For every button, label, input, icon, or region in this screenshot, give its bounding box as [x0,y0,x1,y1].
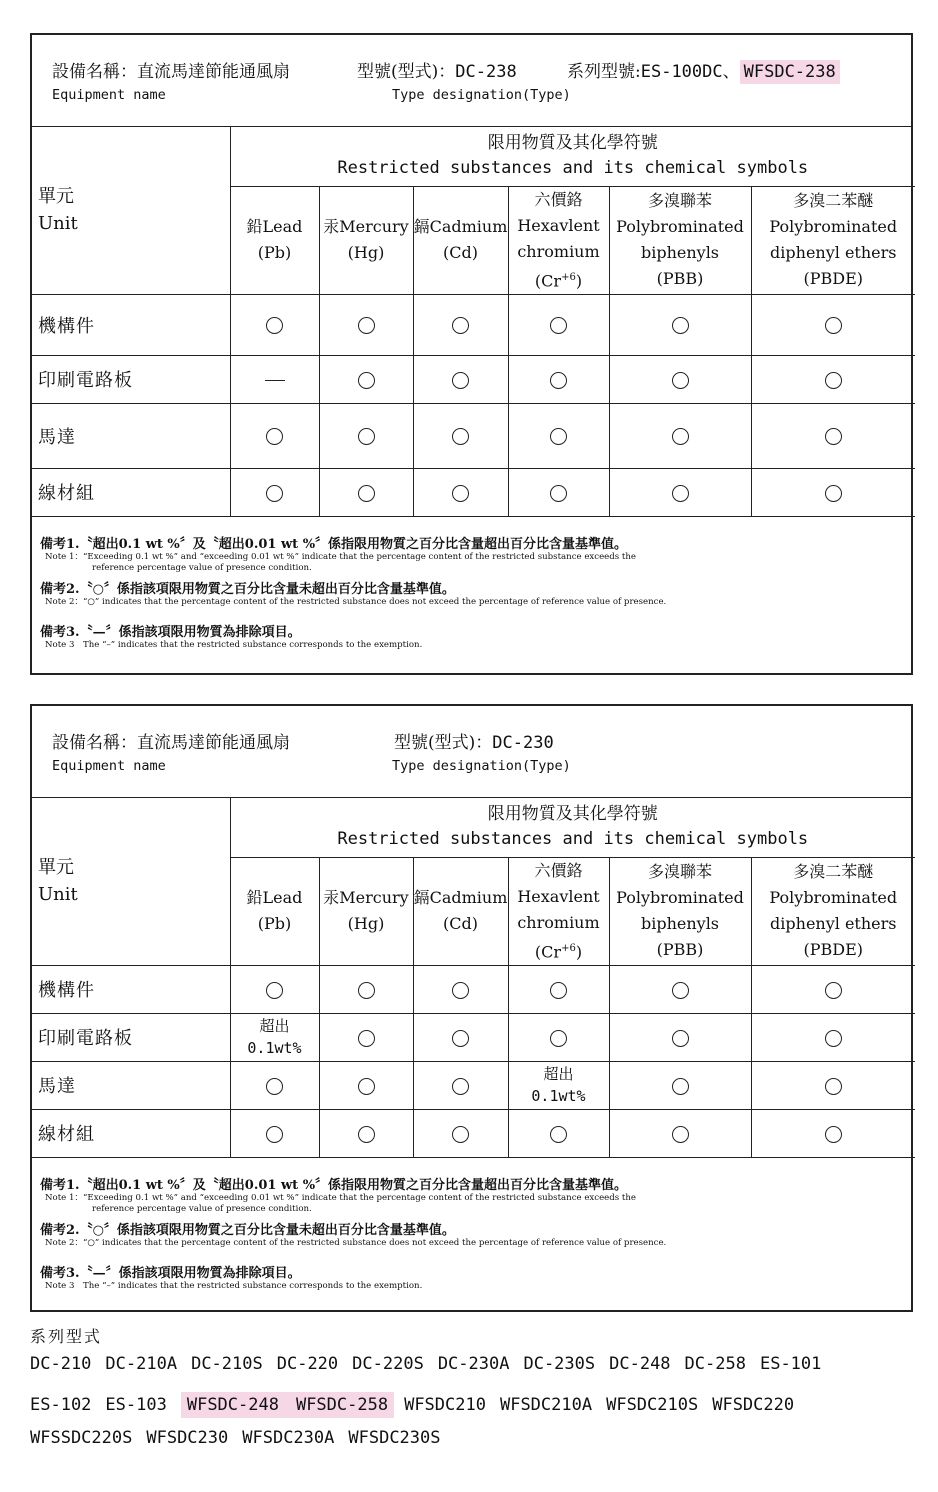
compliant-circle [413,1013,508,1061]
chromium-header: 六價鉻 Hexavlent chromium $(Cr^{+6})$ [508,186,609,294]
compliant-circle [413,1109,508,1157]
rohs-table-1 [30,33,913,675]
circle-icon [266,317,283,334]
note1-zh: 備考1.〝超出0.1 wt %〞及〝超出0.01 wt %〞係指限用物質之百分比含量超出百分比含量基準值。 [40,1177,628,1193]
restricted-substances-header: 限用物質及其化學符號 Restricted substances and its chemical symbols [230,127,915,186]
compliant-circle [230,294,319,355]
circle-icon [825,372,842,389]
pbb-header: 多溴聯苯 Polybrominated biphenyls (PBB) [609,186,751,294]
series-model: DC-210 [30,1354,92,1374]
mercury-header: 汞Mercury (Hg) [319,857,413,965]
series-row-2 [30,1390,808,1415]
compliant-circle [230,468,319,516]
circle-icon [672,1078,689,1095]
circle-icon [550,1126,567,1143]
equipment-name-value: 直流馬達節能通風扇 [137,62,290,82]
compliant-circle [609,468,751,516]
compliant-circle [751,294,915,355]
row-label: 機構件 [32,294,230,355]
notes-2 [32,1158,911,1292]
compliant-circle [413,294,508,355]
series-model: WFSDC210S [606,1395,699,1415]
circle-icon [550,982,567,999]
series-row-3 [30,1428,455,1448]
compliant-circle [609,1109,751,1157]
compliant-circle [230,965,319,1013]
compliant-circle [751,1013,915,1061]
series-model: DC-210S [191,1354,263,1374]
compliant-circle [508,355,609,403]
table1-header [32,35,911,127]
cadmium-header: 鎘Cadmium (Cd) [413,857,508,965]
compliant-circle [319,1109,413,1157]
series-value: ES-100DC、 [640,62,740,82]
circle-icon [825,317,842,334]
compliant-circle [508,965,609,1013]
compliant-circle [319,355,413,403]
note2-en: Note 2：“○” indicates that the percentage content of the restricted substance does not exceed the percentage of reference value of presence. [45,1237,667,1248]
series-highlight: WFSDC-238 [740,60,840,84]
circle-icon [672,317,689,334]
compliant-circle [751,965,915,1013]
circle-icon [672,372,689,389]
compliant-circle [609,355,751,403]
note1-en-b: reference percentage value of presence condition. [92,1203,312,1214]
circle-icon [266,428,283,445]
compliant-circle [319,468,413,516]
note2-zh: 備考2.〝○〞係指該項限用物質之百分比含量未超出百分比含量基準值。 [40,581,455,597]
compliant-circle [413,403,508,468]
circle-icon [358,1078,375,1095]
series-model: DC-220S [352,1354,424,1374]
series-model: ES-102 [30,1395,92,1415]
circle-icon [452,428,469,445]
pbb-header: 多溴聯苯 Polybrominated biphenyls (PBB) [609,857,751,965]
circle-icon [825,982,842,999]
model-en: Type designation(Type) [392,87,571,103]
row-label: 線材組 [32,468,230,516]
equipment-name-label: 設備名稱： [52,733,137,753]
equipment-name-en: Equipment name [52,87,166,103]
compliant-circle [413,468,508,516]
compliant-circle [508,403,609,468]
restricted-substances-header: 限用物質及其化學符號 Restricted substances and its chemical symbols [230,798,915,857]
circle-icon [825,1030,842,1047]
notes-1 [32,517,911,651]
note3-zh: 備考3.〝—〞係指該項限用物質為排除項目。 [40,624,301,640]
note2-en: Note 2：“○” indicates that the percentage content of the restricted substance does not exceed the percentage of reference value of presence. [45,596,667,607]
compliant-circle [319,294,413,355]
cadmium-header: 鎘Cadmium (Cd) [413,186,508,294]
circle-icon [452,372,469,389]
exceeds-cell: 超出 0.1wt% [230,1013,319,1061]
compliant-circle [751,403,915,468]
series-model: ES-103 [105,1395,167,1415]
substance-table-2 [32,798,915,1158]
circle-icon [452,1126,469,1143]
compliant-circle [609,965,751,1013]
compliant-circle [751,355,915,403]
circle-icon [358,372,375,389]
circle-icon [672,485,689,502]
circle-icon [452,1078,469,1095]
series-model: DC-230S [523,1354,596,1374]
series-model: WFSDC230 [146,1428,229,1448]
note1-zh: 備考1.〝超出0.1 wt %〞及〝超出0.01 wt %〞係指限用物質之百分比含量超出百分比含量基準值。 [40,536,628,552]
series-highlight: WFSDC-248 WFSDC-258 [181,1392,394,1418]
circle-icon [550,428,567,445]
circle-icon [825,1078,842,1095]
compliant-circle [413,1061,508,1109]
circle-icon [550,372,567,389]
circle-icon [825,1126,842,1143]
lead-header: 鉛Lead (Pb) [230,186,319,294]
circle-icon [266,982,283,999]
compliant-circle [319,403,413,468]
circle-icon [358,982,375,999]
model-label: 型號(型式)： [394,733,493,753]
circle-icon [672,1030,689,1047]
compliant-circle [230,1109,319,1157]
table2-header [32,706,911,798]
compliant-circle [609,1013,751,1061]
compliant-circle [230,403,319,468]
row-label: 印刷電路板 [32,355,230,403]
circle-icon [358,1126,375,1143]
series-model: WFSDC220 [712,1395,795,1415]
series-label: 系列型號: [567,62,641,82]
circle-icon [550,317,567,334]
compliant-circle [751,468,915,516]
series-model: WFSDC230A [242,1428,335,1448]
circle-icon [550,1030,567,1047]
circle-icon [452,485,469,502]
unit-header: 單元 Unit [32,798,230,965]
circle-icon [266,485,283,502]
pbde-header: 多溴二苯醚 Polybrominated diphenyl ethers (PBDE) [751,186,915,294]
compliant-circle [508,468,609,516]
equipment-name-label: 設備名稱： [52,62,137,82]
circle-icon [825,485,842,502]
circle-icon [266,1078,283,1095]
compliant-circle [508,1013,609,1061]
rohs-table-2 [30,704,913,1312]
series-model: DC-248 [609,1354,671,1374]
circle-icon [358,428,375,445]
circle-icon [452,317,469,334]
mercury-header: 汞Mercury (Hg) [319,186,413,294]
note3-zh: 備考3.〝—〞係指該項限用物質為排除項目。 [40,1265,301,1281]
series-row-1 [30,1354,835,1374]
circle-icon [672,1126,689,1143]
circle-icon [452,982,469,999]
circle-icon [672,982,689,999]
compliant-circle [319,1013,413,1061]
series-title: 系列型式 [30,1327,103,1346]
circle-icon [358,1030,375,1047]
dash-icon [265,380,285,381]
series-model: DC-258 [684,1354,746,1374]
model-value: DC-238 [455,62,517,82]
pbde-header: 多溴二苯醚 Polybrominated diphenyl ethers (PBDE) [751,857,915,965]
row-label: 線材組 [32,1109,230,1157]
equipment-name-value: 直流馬達節能通風扇 [137,733,290,753]
compliant-circle [508,1109,609,1157]
compliant-circle [609,1061,751,1109]
note1-en-b: reference percentage value of presence condition. [92,562,312,573]
compliant-circle [609,403,751,468]
series-model: WFSDC210 [404,1395,486,1415]
circle-icon [358,485,375,502]
series-model: DC-230A [437,1354,510,1374]
compliant-circle [751,1061,915,1109]
circle-icon [358,317,375,334]
row-label: 印刷電路板 [32,1013,230,1061]
series-model: WFSDC210A [499,1395,593,1415]
series-model: WFSDC230S [348,1428,441,1448]
compliant-circle [508,294,609,355]
exceeds-cell: 超出 0.1wt% [508,1061,609,1109]
exemption-dash [230,355,319,403]
compliant-circle [413,355,508,403]
model-value: DC-230 [492,733,554,753]
circle-icon [550,485,567,502]
compliant-circle [230,1061,319,1109]
series-model: ES-101 [759,1354,822,1374]
note3-en: Note 3 The “–” indicates that the restricted substance corresponds to the exemption. [45,1280,423,1291]
circle-icon [266,1126,283,1143]
note3-en: Note 3 The “–” indicates that the restricted substance corresponds to the exemption. [45,639,423,650]
unit-header: 單元 Unit [32,127,230,294]
row-label: 馬達 [32,1061,230,1109]
series-model: DC-210A [105,1354,178,1374]
compliant-circle [413,965,508,1013]
compliant-circle [751,1109,915,1157]
substance-table-1 [32,127,915,517]
row-label: 機構件 [32,965,230,1013]
circle-icon [452,1030,469,1047]
compliant-circle [319,965,413,1013]
chromium-header: 六價鉻 Hexavlent chromium $(Cr^{+6})$ [508,857,609,965]
lead-header: 鉛Lead (Pb) [230,857,319,965]
compliant-circle [319,1061,413,1109]
series-model: WFSSDC220S [30,1428,133,1448]
model-en: Type designation(Type) [392,758,571,774]
equipment-name-en: Equipment name [52,758,166,774]
note2-zh: 備考2.〝○〞係指該項限用物質之百分比含量未超出百分比含量基準值。 [40,1222,455,1238]
model-label: 型號(型式)： [357,62,456,82]
circle-icon [672,428,689,445]
note1-en: Note 1：“Exceeding 0.1 wt %” and “exceeding 0.01 wt %” indicate that the percentage content of the restricted substance exceeds the [45,551,636,562]
series-model: DC-220 [276,1354,339,1374]
circle-icon [825,428,842,445]
compliant-circle [609,294,751,355]
row-label: 馬達 [32,403,230,468]
note1-en: Note 1：“Exceeding 0.1 wt %” and “exceeding 0.01 wt %” indicate that the percentage content of the restricted substance exceeds the [45,1192,636,1203]
